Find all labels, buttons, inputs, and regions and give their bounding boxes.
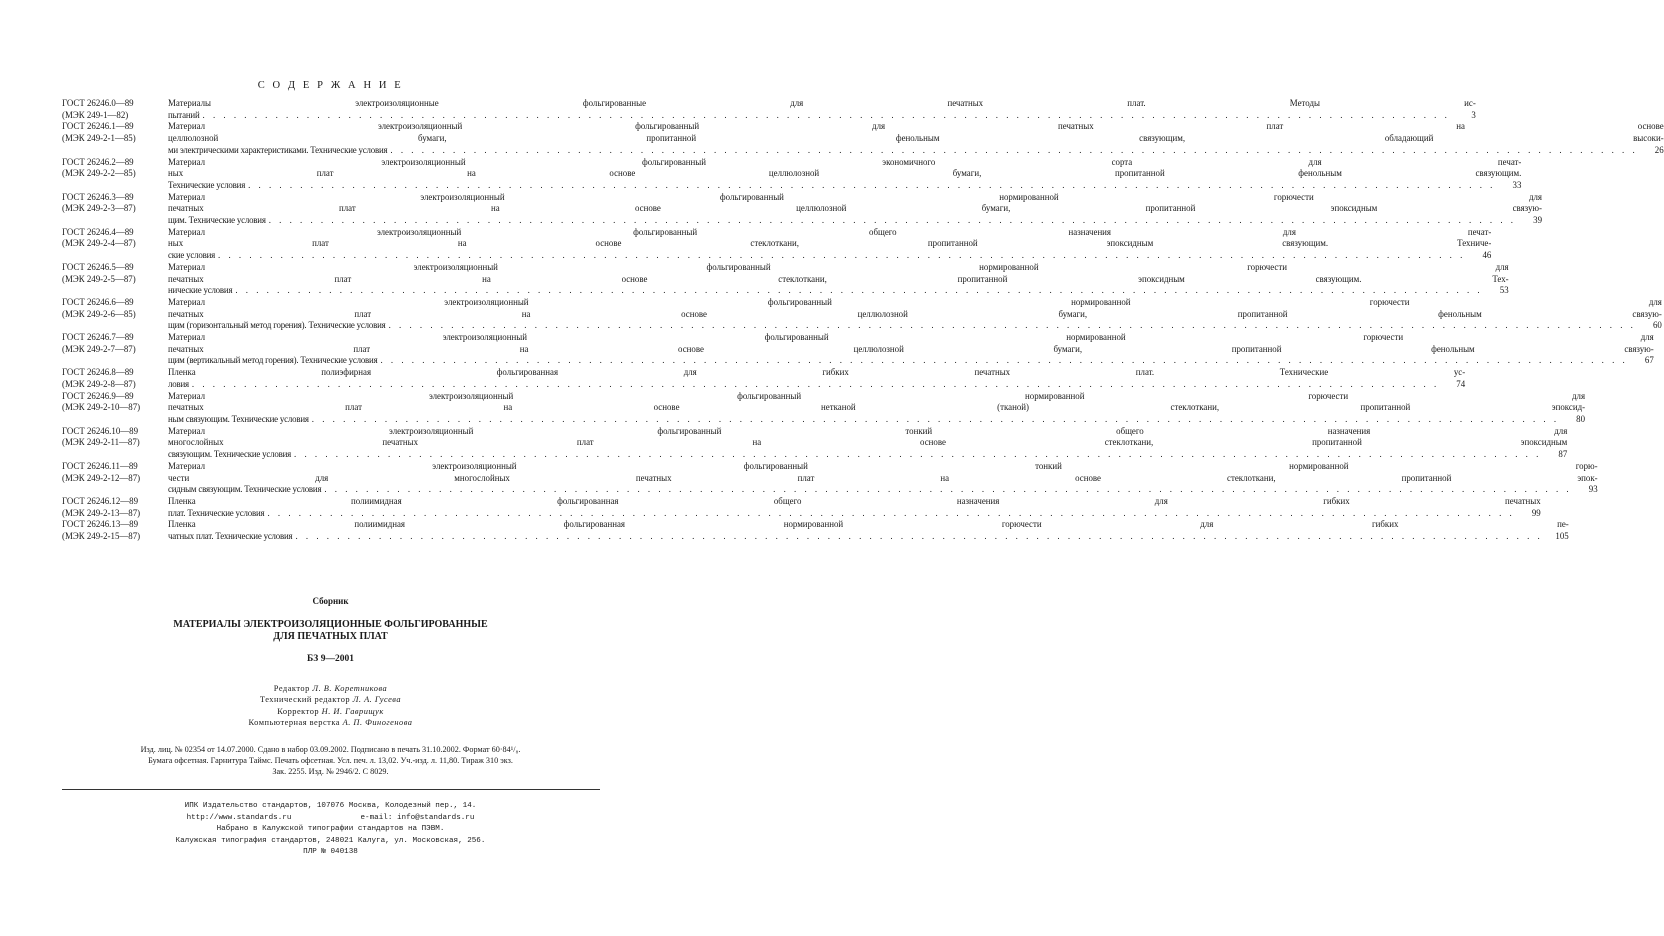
gost-code: ГОСТ 26246.5—89	[62, 261, 134, 272]
toc-title-last-line	[168, 449, 1567, 461]
gost-code: ГОСТ 26246.0—89	[62, 98, 134, 108]
toc-entry	[62, 332, 1654, 367]
toc-title-last-line	[168, 215, 1542, 227]
toc-title-line: связующим. Технические условия	[168, 449, 292, 460]
toc-entry-title	[168, 332, 1654, 367]
gost-code: ГОСТ 26246.8—89	[62, 367, 134, 378]
toc-title-line: Пленка полиимидная фольгированная общего назначения для гибких печатных	[168, 495, 1541, 506]
toc-entry-title	[168, 496, 1541, 519]
toc-title-last-line	[168, 110, 1476, 122]
iec-code: (МЭК 249-2-3—87)	[62, 203, 136, 214]
toc-title-line: печатных плат на основе целлюлозной бумаги, пропитанной фенольным связую-	[168, 308, 1662, 319]
gost-code: ГОСТ 26246.11—89	[62, 460, 138, 471]
toc-title-line: Материал электроизоляционный фольгированный нормированной горючести для	[168, 390, 1586, 401]
iec-code: (МЭК 249-2-10—87)	[62, 402, 141, 413]
gost-code: ГОСТ 26246.9—89	[62, 390, 134, 401]
toc-title-last-line	[168, 355, 1654, 367]
toc-entry	[62, 460, 1598, 496]
toc-title-line: целлюлозной бумаги, пропитанной фенольным связующим, обладающий высоки-	[168, 133, 1664, 144]
toc-title-line: Материалы электроизоляционные фольгированные для печатных плат. Методы ис-	[168, 98, 1476, 108]
toc-title-line: Материал электроизоляционный фольгированный тонкий общего назначения для	[168, 425, 1568, 436]
publisher-email: e-mail: info@standards.ru	[360, 813, 475, 822]
page-number: 39	[1533, 215, 1543, 226]
toc-entry-codes	[62, 496, 168, 519]
iec-code: (МЭК 249-2-6—85)	[62, 308, 136, 319]
toc-entry	[62, 367, 1466, 390]
toc-entry-codes	[62, 367, 168, 390]
publisher-website: http://www.standards.ru	[186, 813, 292, 822]
toc-title-line: чатных плат. Технические условия	[168, 531, 293, 542]
gost-code: ГОСТ 26246.2—89	[62, 156, 134, 167]
iec-code: (МЭК 249-2-4—87)	[62, 238, 136, 249]
toc-title-line: ские условия	[168, 250, 216, 261]
gost-code: ГОСТ 26246.6—89	[62, 296, 134, 307]
toc-entry	[62, 226, 1492, 262]
toc-entry-title	[168, 391, 1585, 426]
toc-title-last-line	[168, 484, 1598, 496]
toc-title-line: нические условия	[168, 285, 233, 296]
printing-house: Калужская типография стандартов, 248021 Калуга, ул. Московская, 256.	[175, 836, 486, 845]
dot-leader: . . . . . . . . . . . . . . . . . . . . . . . . . . . . . . . . . . . . . . . . . . . . . . . . . . . . . . . . . . . . . . . . . . . . . . . . . . . . . . . . . . . . . . . . . . . . . . . . . . . . . . . . . . . . . . . . . . . . . . . .	[202, 109, 1450, 120]
toc-title-line: Пленка полиэфирная фольгированная для гибких печатных плат. Технические ус-	[168, 367, 1466, 378]
dot-leader: . . . . . . . . . . . . . . . . . . . . . . . . . . . . . . . . . . . . . . . . . . . . . . . . . . . . . . . . . . . . . . . . . . . . . . . . . . . . . . . . . . . . . . . . . . . . . . . . . . . . . . . . . . . . . . . . . . . . . . . .	[294, 449, 1542, 460]
toc-entry-codes	[62, 227, 168, 250]
iec-code: (МЭК 249-2-8—87)	[62, 378, 136, 389]
page-number: 99	[1531, 507, 1541, 518]
divider-rule	[62, 789, 600, 790]
toc-title-line: щим (горизонтальный метод горения). Технические условия	[168, 320, 386, 331]
toc-title-line: ных плат на основе стеклоткани, пропитанной эпоксидным связующим. Техниче-	[168, 238, 1492, 249]
toc-entry	[62, 425, 1568, 461]
bz-number: БЗ 9—2001	[307, 654, 354, 664]
toc-entry	[62, 296, 1662, 332]
publisher-address: ИПК Издательство стандартов, 107076 Москва, Колодезный пер., 14.	[184, 802, 477, 810]
toc-entry-title	[168, 227, 1491, 262]
toc-entry	[62, 261, 1509, 297]
dot-leader: . . . . . . . . . . . . . . . . . . . . . . . . . . . . . . . . . . . . . . . . . . . . . . . . . . . . . . . . . . . . . . . . . . . . . . . . . . . . . . . . . . . . . . . . . . . . . . . . . . . . . . . . . . . . . . . . . . . . . . . .	[267, 507, 1515, 518]
toc-title-line: Пленка полиимидная фольгированная нормированной горючести для гибких пе-	[168, 519, 1569, 530]
credit-tech-editor: Технический редактор Л. А. Гусева	[259, 695, 402, 705]
gost-code: ГОСТ 26246.13—89	[62, 519, 139, 530]
credit-proofreader: Корректор Н. И. Гаврищук	[277, 706, 384, 716]
toc-title-line: печатных плат на основе целлюлозной бумаги, пропитанной фенольным связую-	[168, 343, 1654, 354]
toc-title-last-line	[168, 379, 1465, 391]
toc-title-last-line	[168, 531, 1569, 543]
toc-title-line: Технические условия	[168, 179, 246, 190]
table-of-contents	[62, 98, 1664, 543]
gost-code: ГОСТ 26246.3—89	[62, 191, 134, 202]
iec-code: (МЭК 249-2-5—87)	[62, 273, 136, 284]
toc-entry-title	[168, 367, 1465, 390]
dot-leader: . . . . . . . . . . . . . . . . . . . . . . . . . . . . . . . . . . . . . . . . . . . . . . . . . . . . . . . . . . . . . . . . . . . . . . . . . . . . . . . . . . . . . . . . . . . . . . . . . . . . . . . . . . . . . . . . . . . . . . . .	[268, 215, 1517, 226]
toc-entry-codes	[62, 391, 168, 414]
toc-title-line: плат. Технические условия	[168, 507, 265, 518]
toc-title-line: сидным связующим. Технические условия	[168, 484, 322, 495]
toc-entry-title	[168, 519, 1569, 542]
toc-entry	[62, 98, 1476, 121]
iec-code: (МЭК 249-2-11—87)	[62, 437, 140, 448]
toc-title-line: ми электрическими характеристиками. Технические условия	[168, 144, 388, 155]
toc-title-line: печатных плат на основе нетканой (тканой) стеклоткани, пропитанной эпоксид-	[168, 402, 1586, 413]
iec-code: (МЭК 249-2-1—85)	[62, 133, 136, 144]
toc-title-line: ным связующим. Технические условия	[168, 413, 309, 424]
page-number: 26	[1654, 144, 1664, 155]
toc-title-line: ловия	[168, 378, 189, 389]
dot-leader: . . . . . . . . . . . . . . . . . . . . . . . . . . . . . . . . . . . . . . . . . . . . . . . . . . . . . . . . . . . . . . . . . . . . . . . . . . . . . . . . . . . . . . . . . . . . . . . . . . . . . . . . . . . . . . . . . . . . . . . .	[380, 355, 1628, 366]
toc-title-line: Материал электроизоляционный фольгированный нормированной горючести для	[168, 296, 1662, 307]
toc-title-last-line	[168, 145, 1664, 157]
toc-entry	[62, 390, 1586, 426]
dot-leader: . . . . . . . . . . . . . . . . . . . . . . . . . . . . . . . . . . . . . . . . . . . . . . . . . . . . . . . . . . . . . . . . . . . . . . . . . . . . . . . . . . . . . . . . . . . . . . . . . . . . . . . . . . . . . . . . . . . . . . . .	[235, 285, 1483, 296]
toc-title-last-line	[168, 180, 1521, 192]
toc-title-line: пытаний	[168, 109, 200, 120]
toc-entry-codes	[62, 461, 168, 484]
toc-title-line: Материал электроизоляционный фольгированный нормированной горючести для	[168, 261, 1509, 272]
toc-entry	[62, 191, 1543, 227]
imprint-line-2: Бумага офсетная. Гарнитура Таймс. Печать офсетная. Усл. печ. л. 13,02. Уч.-изд. л. 11,80. Тираж 310 экз.	[148, 755, 513, 765]
toc-entry-codes	[62, 262, 168, 285]
toc-title-line: многослойных печатных плат на основе стеклоткани, пропитанной эпоксидным	[168, 437, 1568, 448]
collection-title	[0, 619, 661, 642]
toc-entry-codes	[62, 121, 168, 144]
dot-leader: . . . . . . . . . . . . . . . . . . . . . . . . . . . . . . . . . . . . . . . . . . . . . . . . . . . . . . . . . . . . . . . . . . . . . . . . . . . . . . . . . . . . . . . . . . . . . . . . . . . . . . . . . . . . . . . . . . . . . . . .	[218, 250, 1466, 261]
page-number: 67	[1644, 355, 1654, 366]
toc-title-last-line	[168, 320, 1662, 332]
toc-title-line: Материал электроизоляционный фольгированный нормированной горючести для	[168, 191, 1543, 202]
toc-entry-codes	[62, 426, 168, 449]
toc-entry-codes	[62, 192, 168, 215]
iec-code: (МЭК 249-2-15—87)	[62, 531, 141, 542]
page-number: 74	[1456, 378, 1466, 389]
toc-entry	[62, 495, 1541, 519]
toc-entry-codes	[62, 519, 168, 542]
toc-entry-title	[168, 297, 1662, 332]
toc-title-line: печатных плат на основе стеклоткани, пропитанной эпоксидным связующим. Тех-	[168, 273, 1509, 284]
toc-title-line: щим. Технические условия	[168, 215, 266, 226]
page-number: 33	[1512, 179, 1522, 190]
iec-code: (МЭК 249-2-13—87)	[62, 507, 141, 518]
toc-entry-codes	[62, 297, 168, 320]
toc-entry-title	[168, 262, 1509, 297]
dot-leader: . . . . . . . . . . . . . . . . . . . . . . . . . . . . . . . . . . . . . . . . . . . . . . . . . . . . . . . . . . . . . . . . . . . . . . . . . . . . . . . . . . . . . . . . . . . . . . . . . . . . . . . . . . . . . . . . . . . . . . . .	[390, 144, 1638, 155]
toc-entry-codes	[62, 332, 168, 355]
toc-entry	[62, 121, 1664, 156]
gost-code: ГОСТ 26246.7—89	[62, 332, 134, 343]
publisher-contacts	[0, 813, 661, 825]
toc-entry	[62, 156, 1522, 192]
toc-title-last-line	[168, 285, 1509, 297]
gost-code: ГОСТ 26246.1—89	[62, 121, 134, 132]
dot-leader: . . . . . . . . . . . . . . . . . . . . . . . . . . . . . . . . . . . . . . . . . . . . . . . . . . . . . . . . . . . . . . . . . . . . . . . . . . . . . . . . . . . . . . . . . . . . . . . . . . . . . . . . . . . . . . . . . . . . . . . .	[295, 531, 1543, 542]
iec-code: (МЭК 249-2-7—87)	[62, 343, 136, 354]
collection-label: Сборник	[312, 596, 349, 606]
toc-title-line: Материал электроизоляционный фольгированный нормированной горючести для	[168, 332, 1654, 343]
dot-leader: . . . . . . . . . . . . . . . . . . . . . . . . . . . . . . . . . . . . . . . . . . . . . . . . . . . . . . . . . . . . . . . . . . . . . . . . . . . . . . . . . . . . . . . . . . . . . . . . . . . . . . . . . . . . . . . . . . . . . . . .	[324, 484, 1572, 495]
toc-entry-codes	[62, 98, 168, 121]
dot-leader: . . . . . . . . . . . . . . . . . . . . . . . . . . . . . . . . . . . . . . . . . . . . . . . . . . . . . . . . . . . . . . . . . . . . . . . . . . . . . . . . . . . . . . . . . . . . . . . . . . . . . . . . . . . . . . . . . . . . . . . .	[388, 320, 1636, 331]
imprint-line-3: Зак. 2255. Изд. № 2946/2. С 8029.	[272, 766, 389, 776]
page-number: 105	[1555, 531, 1569, 542]
toc-title-line: печатных плат на основе целлюлозной бумаги, пропитанной эпоксидным связую-	[168, 203, 1543, 214]
credits-block	[0, 683, 661, 728]
collection-title-line-2: ДЛЯ ПЕЧАТНЫХ ПЛАТ	[273, 630, 388, 642]
dot-leader: . . . . . . . . . . . . . . . . . . . . . . . . . . . . . . . . . . . . . . . . . . . . . . . . . . . . . . . . . . . . . . . . . . . . . . . . . . . . . . . . . . . . . . . . . . . . . . . . . . . . . . . . . . . . . . . . . . . . . . . .	[191, 378, 1440, 389]
toc-entry-title	[168, 192, 1542, 227]
page-number: 60	[1652, 320, 1662, 331]
dot-leader: . . . . . . . . . . . . . . . . . . . . . . . . . . . . . . . . . . . . . . . . . . . . . . . . . . . . . . . . . . . . . . . . . . . . . . . . . . . . . . . . . . . . . . . . . . . . . . . . . . . . . . . . . . . . . . . . . . . . . . . .	[248, 179, 1496, 190]
plr-number: ПЛР № 040138	[303, 848, 358, 856]
iec-code: (МЭК 249-1—82)	[62, 109, 129, 120]
gost-code: ГОСТ 26246.12—89	[62, 495, 139, 506]
toc-entry	[62, 519, 1569, 542]
imprint-block	[0, 745, 661, 777]
toc-entry-title	[168, 157, 1521, 192]
publisher-block	[0, 801, 661, 859]
page-number: 80	[1576, 413, 1586, 424]
toc-entry-codes	[62, 157, 168, 180]
credit-editor: Редактор Л. В. Коретникова	[273, 684, 388, 693]
page-number: 53	[1499, 285, 1509, 296]
toc-title-last-line	[168, 414, 1585, 426]
gost-code: ГОСТ 26246.4—89	[62, 226, 134, 237]
toc-title-line: ных плат на основе целлюлозной бумаги, пропитанной фенольным связующим.	[168, 168, 1522, 179]
toc-title-line: щим (вертикальный метод горения). Технические условия	[168, 355, 378, 366]
page-number: 87	[1558, 449, 1568, 460]
credit-layout: Компьютерная верстка А. П. Финогенова	[248, 717, 413, 727]
gost-code: ГОСТ 26246.10—89	[62, 425, 139, 436]
toc-entry-title	[168, 461, 1598, 496]
page-number: 46	[1482, 250, 1492, 261]
toc-title-last-line	[168, 508, 1541, 520]
dot-leader: . . . . . . . . . . . . . . . . . . . . . . . . . . . . . . . . . . . . . . . . . . . . . . . . . . . . . . . . . . . . . . . . . . . . . . . . . . . . . . . . . . . . . . . . . . . . . . . . . . . . . . . . . . . . . . . . . . . . . . . .	[311, 413, 1560, 424]
toc-title-last-line	[168, 250, 1491, 262]
page-number: 93	[1588, 484, 1598, 495]
toc-title-line: Материал электроизоляционный фольгированный для печатных плат на основе	[168, 121, 1664, 132]
typesetting-note: Набрано в Калужской типографии стандартов на ПЭВМ.	[216, 825, 445, 833]
collection-title-line-1: МАТЕРИАЛЫ ЭЛЕКТРОИЗОЛЯЦИОННЫЕ ФОЛЬГИРОВАННЫЕ	[173, 619, 488, 630]
toc-title-line: Материал электроизоляционный фольгированный тонкий нормированной горю-	[168, 460, 1598, 471]
toc-heading: С О Д Е Р Ж А Н И Е	[257, 80, 404, 91]
toc-entry-title	[168, 121, 1664, 156]
toc-title-line: чести для многослойных печатных плат на основе стеклоткани, пропитанной эпок-	[168, 472, 1598, 483]
iec-code: (МЭК 249-2-2—85)	[62, 168, 136, 179]
toc-title-line: Материал электроизоляционный фольгированный экономичного сорта для печат-	[168, 156, 1522, 167]
imprint-line-1: Изд. лиц. № 02354 от 14.07.2000. Сдано в набор 03.09.2002. Подписано в печать 31.10.2002. Формат 60·84¹/₈.	[140, 745, 521, 754]
toc-entry-title	[168, 98, 1476, 121]
iec-code: (МЭК 249-2-12—87)	[62, 472, 141, 483]
toc-title-line: Материал электроизоляционный фольгированный общего назначения для печат-	[168, 226, 1492, 237]
page-number: 3	[1471, 109, 1476, 120]
toc-entry-title	[168, 426, 1567, 461]
